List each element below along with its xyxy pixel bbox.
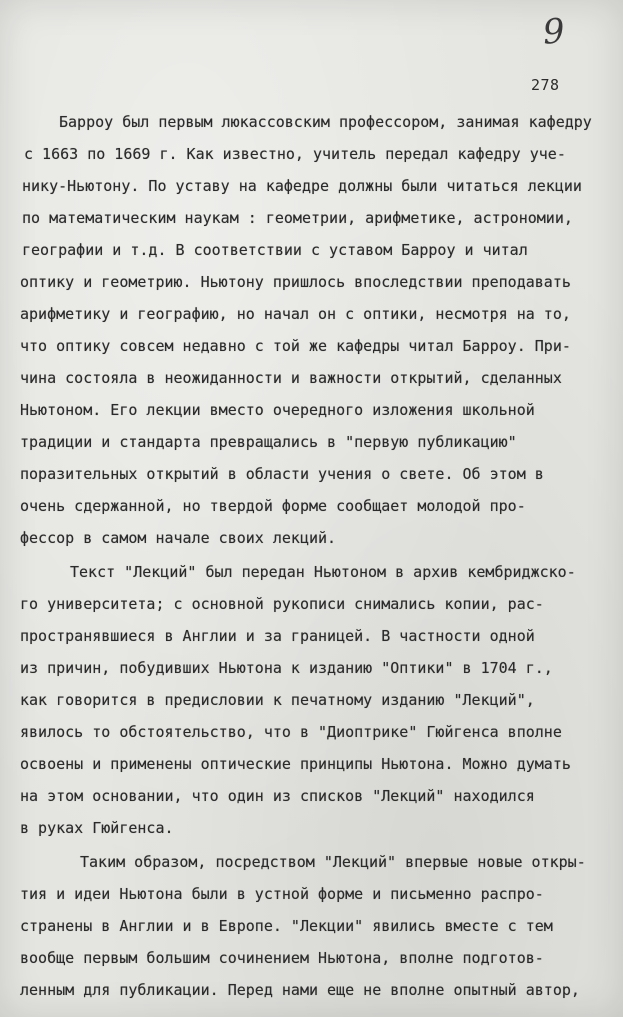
- text-line: что оптику совсем недавно с той же кафедры читал Барроу. При-: [20, 337, 571, 355]
- handwritten-folio-number: 9: [541, 11, 567, 53]
- text-line: географии и т.д. В соответствии с уставом Барроу и читал: [22, 241, 528, 259]
- text-line: Таким образом, посредством "Лекций" впервые новые откры-: [80, 853, 586, 871]
- text-line: оптику и геометрию. Ньютону пришлось впоследствии преподавать: [20, 273, 571, 291]
- text-line: чина состояла в неожиданности и важности открытий, сделанных: [20, 369, 562, 387]
- text-line: странены в Англии и в Европе. "Лекции" явились вместе с тем: [20, 917, 553, 935]
- text-line: ленным для публикации. Перед нами еще не вполне опытный автор,: [20, 981, 580, 999]
- text-line: очень сдержанной, но твердой форме сообщает молодой про-: [20, 497, 526, 515]
- page-number: 278: [531, 76, 560, 94]
- text-line: пространявшиеся в Англии и за границей. В частности одной: [20, 627, 535, 645]
- text-line: с 1663 по 1669 г. Как известно, учитель передал кафедру уче-: [24, 145, 566, 163]
- text-line: Ньютоном. Его лекции вместо очередного изложения школьной: [20, 401, 535, 419]
- text-line: тия и идеи Ньютона были в устной форме и письменно распро-: [20, 885, 544, 903]
- text-line: Текст "Лекций" был передан Ньютоном в архив кембриджско-: [70, 563, 576, 581]
- text-line: фессор в самом начале своих лекций.: [20, 529, 337, 547]
- text-line: нику-Ньютону. По уставу на кафедре должны были читаться лекции: [22, 177, 582, 195]
- text-line: в руках Гюйгенса.: [20, 819, 174, 837]
- text-line: Барроу был первым люкассовским профессором, занимая кафедру: [59, 113, 592, 131]
- text-line: явилось то обстоятельство, что в "Диоптрике" Гюйгенса вполне: [20, 723, 562, 741]
- text-line: из причин, побудивших Ньютона к изданию "Оптики" в 1704 г.,: [20, 659, 553, 677]
- text-line: поразительных открытий в области учения о свете. Об этом в: [20, 465, 544, 483]
- text-line: на этом основании, что один из списков "Лекций" находился: [20, 787, 535, 805]
- text-line: как говорится в предисловии к печатному изданию "Лекций",: [20, 691, 535, 709]
- text-line: освоены и применены оптические принципы Ньютона. Можно думать: [20, 755, 571, 773]
- text-line: вообще первым большим сочинением Ньютона, вполне подготов-: [20, 949, 544, 967]
- text-line: арифметику и географию, но начал он с оптики, несмотря на то,: [20, 305, 571, 323]
- text-line: по математическим наукам : геометрии, арифметике, астрономии,: [22, 209, 573, 227]
- text-line: го университета; с основной рукописи снимались копии, рас-: [20, 595, 544, 613]
- text-line: традиции и стандарта превращались в "первую публикацию": [20, 433, 517, 451]
